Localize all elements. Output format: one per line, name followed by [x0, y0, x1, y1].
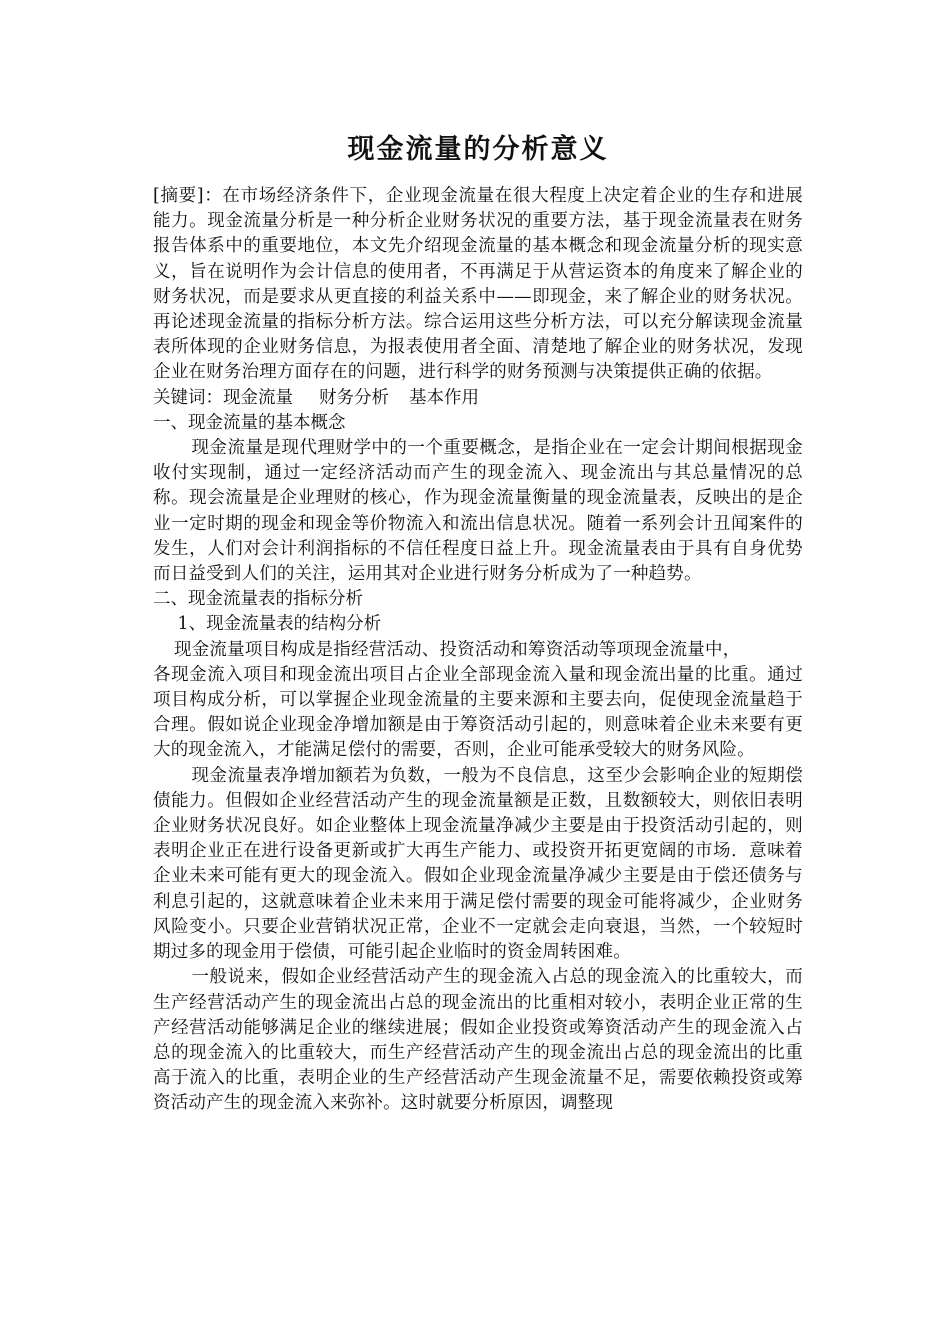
- document-body: [153, 128, 803, 1117]
- document-title: 现金流量的分析意义: [347, 134, 609, 165]
- section-2-heading: 二、现金流量表的指标分析: [153, 589, 363, 610]
- section-2-paragraph-1: 各现金流入项目和现金流出项目占企业全部现金流入量和现金流出量的比重。通过项目构成分析，可以掌握企业现金流量的主要来源和主要去向，促使现金流量趋于合理。假如说企业现金净增加额是由于筹资活动引起的，则意味着企业未来要有更大的现金流入，才能满足偿付的需要，否则，企业可能承受较大的财务风险。: [153, 664, 803, 761]
- abstract-paragraph: [摘要]：在市场经济条件下，企业现金流量在很大程度上决定着企业的生存和进展能力。现金流量分析是一种分析企业财务状况的重要方法，基于现金流量表在财务报告体系中的重要地位，本文先介绍现金流量的基本概念和现金流量分析的现实意义，旨在说明作为会计信息的使用者，不再满足于从营运资本的角度来了解企业的财务状况，而是要求从更直接的利益关系中——即现金，来了解企业的财务状况。再论述现金流量的指标分析方法。综合运用这些分析方法，可以充分解读现金流量表所体现的企业财务信息，为报表使用者全面、清楚地了解企业的财务状况，发现企业在财务治理方面存在的问题，进行科学的财务预测与决策提供正确的依据。: [153, 186, 803, 383]
- keywords-label: 关键词：现金流量: [153, 387, 293, 408]
- section-2-subheading-1: 1、现金流量表的结构分析: [177, 614, 382, 635]
- section-1-paragraph: 现金流量是现代理财学中的一个重要概念，是指企业在一定会计期间根据现金收付实现制，通过一定经济活动而产生的现金流入、现金流出与其总量情况的总称。现会流量是企业理财的核心，作为现金流量衡量的现金流量表，反映出的是企业一定时期的现金和现金等价物流入和流出信息状况。随着一系列会计丑闻案件的发生，人们对会计利润指标的不信任程度日益上升。现金流量表由于具有自身优势而日益受到人们的关注，运用其对企业进行财务分析成为了一种趋势。: [153, 438, 803, 585]
- section-2-paragraph-2: 现金流量表净增加额若为负数，一般为不良信息，这至少会影响企业的短期偿债能力。但假如企业经营活动产生的现金流量额是正数，且数额较大，则依旧表明企业财务状况良好。如企业整体上现金流量净减少主要是由于投资活动引起的，则表明企业正在进行设备更新或扩大再生产能力、或投资开拓更宽阔的市场．意味着企业未来可能有更大的现金流入。假如企业现金流量净减少主要是由于偿还债务与利息引起的，这就意味着企业未来用于满足偿付需要的现金可能将减少，企业财务风险变小。只要企业营销状况正常，企业不一定就会走向衰退，当然，一个较短时期过多的现金用于偿债，可能引起企业临时的资金周转困难。: [153, 765, 803, 963]
- section-2-paragraph-1-first-line: 现金流量项目构成是指经营活动、投资活动和筹资活动等项现金流量中，: [174, 639, 741, 660]
- keyword-financial-analysis: 财务分析: [319, 387, 389, 408]
- section-1-heading: 一、现金流量的基本概念: [153, 412, 346, 433]
- section-2-paragraph-3: 一般说来，假如企业经营活动产生的现金流入占总的现金流入的比重较大，而生产经营活动产生的现金流出占总的现金流出的比重相对较小，表明企业正常的生产经营活动能够满足企业的继续进展；假如企业投资或筹资活动产生的现金流入占总的现金流入的比重较大，而生产经营活动产生的现金流出占总的现金流出的比重高于流入的比重，表明企业的生产经营活动产生现金流量不足，需要依赖投资或筹资活动产生的现金流入来弥补。这时就要分析原因，调整现: [153, 967, 803, 1114]
- keyword-basic-role: 基本作用: [409, 387, 479, 408]
- keywords-line: [153, 386, 803, 411]
